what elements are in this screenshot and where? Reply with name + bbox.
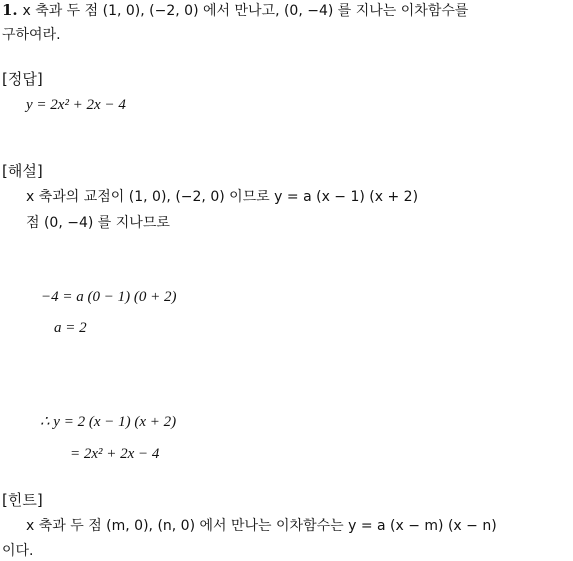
answer-header: [정답] xyxy=(2,70,43,88)
problem-line-2: 구하여라. xyxy=(2,27,61,43)
problem-line-1 xyxy=(2,0,468,21)
answer-formula: y = 2x² + 2x − 4 xyxy=(26,97,126,113)
solution-line-1: x 축과의 교점이 (1, 0), (−2, 0) 이므로 y = a (x − 1) (x + 2) xyxy=(26,189,419,205)
solution-equation-2: a = 2 xyxy=(54,320,87,336)
hint-line-1: x 축과 두 점 (m, 0), (n, 0) 에서 만나는 이차함수는 y = a (x − m) (x − n) xyxy=(26,518,497,534)
solution-equation-1: −4 = a (0 − 1) (0 + 2) xyxy=(41,289,177,305)
problem-text-1: x 축과 두 점 (1, 0), (−2, 0) 에서 만나고, (0, −4) 를 지나는 이차함수를 xyxy=(22,3,469,19)
problem-number: 1. xyxy=(2,1,18,19)
hint-line-2: 이다. xyxy=(2,543,34,559)
solution-equation-3: ∴ y = 2 (x − 1) (x + 2) xyxy=(40,414,177,430)
solution-equation-4: = 2x² + 2x − 4 xyxy=(70,446,160,462)
solution-header: [해설] xyxy=(2,162,43,180)
hint-header: [힌트] xyxy=(2,491,43,509)
solution-line-2: 점 (0, −4) 를 지나므로 xyxy=(26,215,170,231)
